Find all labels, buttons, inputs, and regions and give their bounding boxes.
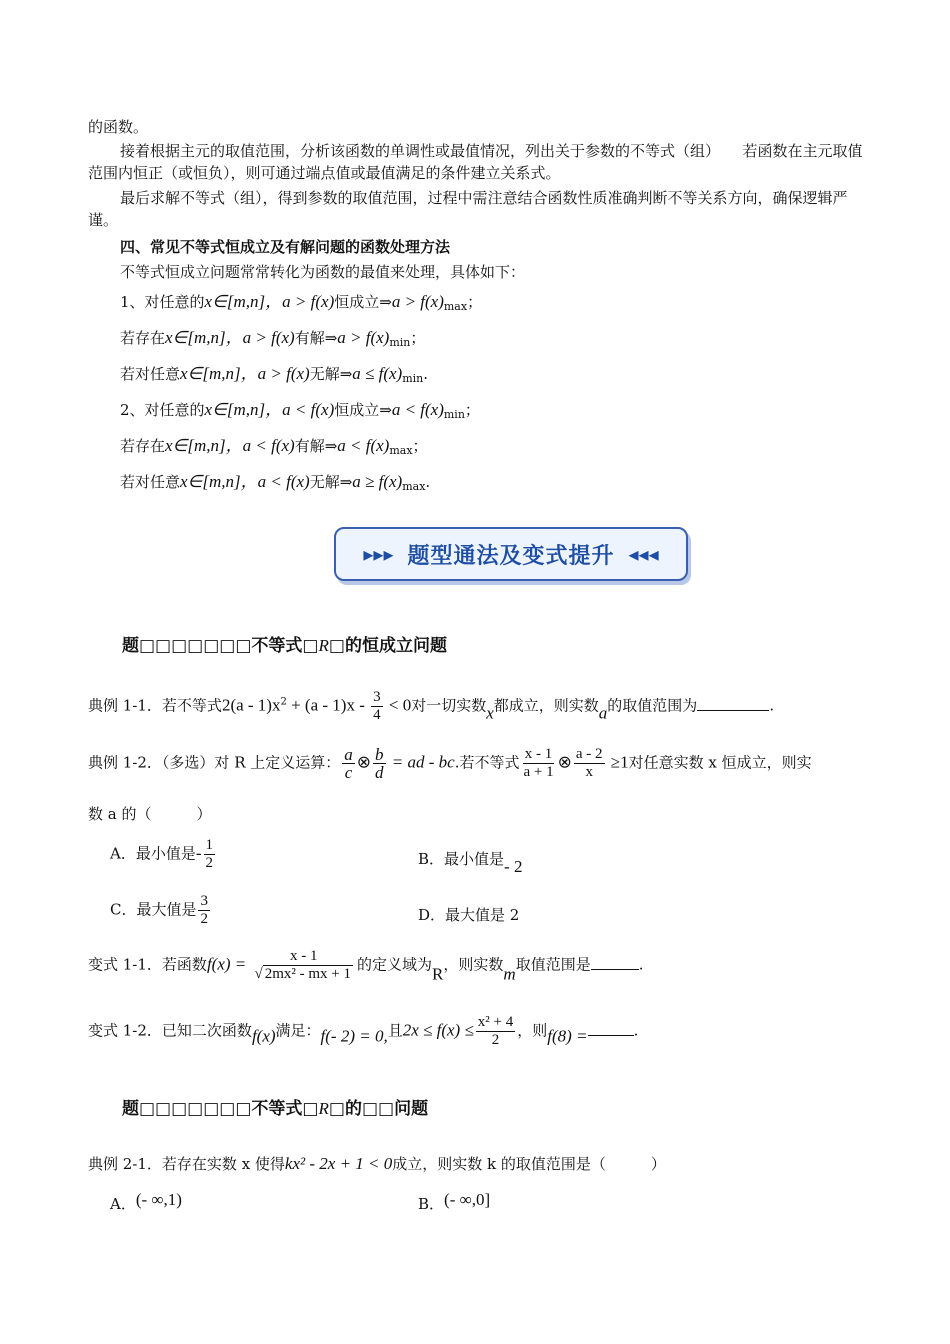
example-2-1: 典例 2-1．若存在实数 x 使得kx² - 2x + 1 < 0成立，则实数 k 的取值范围是（ ） bbox=[88, 1154, 666, 1173]
option-2-a[interactable]: A．(- ∞,1) bbox=[110, 1190, 182, 1213]
banner-left-arrows: ▸▸▸ bbox=[363, 542, 394, 566]
type1-heading: 题□□□□□□□不等式□R□的恒成立问题 bbox=[122, 636, 447, 656]
answer-blank[interactable] bbox=[588, 1021, 634, 1036]
section-banner bbox=[334, 527, 688, 581]
rule-line: 若对任意x∈[m,n]，a > f(x)无解⇒a ≤ $f(x)_{min}$. bbox=[120, 364, 429, 385]
example-1-2: 典例 1-2．（多选）对 R 上定义运算： $\frac{a}{c}$ ⊗ $\frac{b}{d}$ = ad - bc.若不等式 $\frac{x - 1}{a + 1}$ ⊗ $\frac{a - 2}{x}$ ≥1对任意实数 x 恒成立，则实 bbox=[88, 745, 812, 782]
intro-line: 的函数。 bbox=[88, 118, 149, 136]
type2-heading: 题□□□□□□□不等式□R□的□□问题 bbox=[122, 1099, 429, 1119]
section-intro: 不等式恒成立问题常常转化为函数的最值来处理，具体如下： bbox=[120, 263, 526, 281]
section-heading: 四、常见不等式恒成立及有解问题的函数处理方法 bbox=[120, 238, 451, 256]
banner-title: 题型通法及变式提升 bbox=[407, 543, 615, 569]
intro-paragraph-2: 接着根据主元的取值范围，分析该函数的单调性或最值情况，列出关于参数的不等式（组） 若函数在主元取值范围内恒正（或恒负），则可通过端点值或最值满足的条件建立关系式。 bbox=[88, 142, 863, 182]
option-a[interactable]: A．最小值是- $\frac{1}{2}$ bbox=[110, 837, 214, 871]
option-d[interactable]: D．最大值是 2 bbox=[418, 906, 520, 924]
banner-right-arrows: ◂◂◂ bbox=[628, 542, 659, 566]
variant-1-2: 变式 1-2．已知二次函数f(x)满足：f(- 2) = 0,且2x ≤ f(x) ≤ $\frac{\text{x² + 4}}{2}$ ，则f(8) = . bbox=[88, 1014, 639, 1048]
rule-line: 2、对任意的x∈[m,n]，a < f(x)恒成立⇒a < $f(x)_{min}$； bbox=[120, 400, 480, 421]
answer-blank[interactable] bbox=[697, 696, 769, 711]
answer-blank[interactable] bbox=[591, 955, 639, 970]
variant-1-1: 变式 1-1．若函数f(x) = $\frac{x - 1}{\text{√ 2mx² - mx + 1}}$ 的定义域为R，则实数m取值范围是 . bbox=[88, 948, 644, 984]
option-c[interactable]: C．最大值是 $\frac{3}{2}$ bbox=[110, 893, 208, 927]
rule-line: 若存在x∈[m,n]，a > f(x)有解⇒a > $f(x)_{min}$； bbox=[120, 328, 426, 349]
example-1-1: 典例 1-1．若不等式$2(a - 1)x^2 + (a - 1)x$ - $\frac{3}{4}$ < 0对一切实数x都成立，则实数a的取值范围为 . bbox=[88, 689, 775, 723]
option-b[interactable]: B．最小值是- 2 bbox=[418, 850, 523, 876]
rule-line: 若对任意x∈[m,n]，a < f(x)无解⇒a ≥ $f(x)_{max}$. bbox=[120, 472, 431, 493]
rule-line: 若存在x∈[m,n]，a < f(x)有解⇒a < $f(x)_{max}$； bbox=[120, 436, 428, 457]
rule-line: 1、对任意的x∈[m,n]，a > f(x)恒成立⇒a > $f(x)_{max}$； bbox=[120, 292, 483, 313]
intro-paragraph-3: 最后求解不等式（组），得到参数的取值范围，过程中需注意结合函数性质准确判断不等关系方向，确保逻辑严谨。 bbox=[88, 189, 848, 229]
example-1-2-line2: 数 a 的（ ） bbox=[88, 805, 212, 823]
option-2-b[interactable]: B．(- ∞,0] bbox=[418, 1190, 491, 1213]
